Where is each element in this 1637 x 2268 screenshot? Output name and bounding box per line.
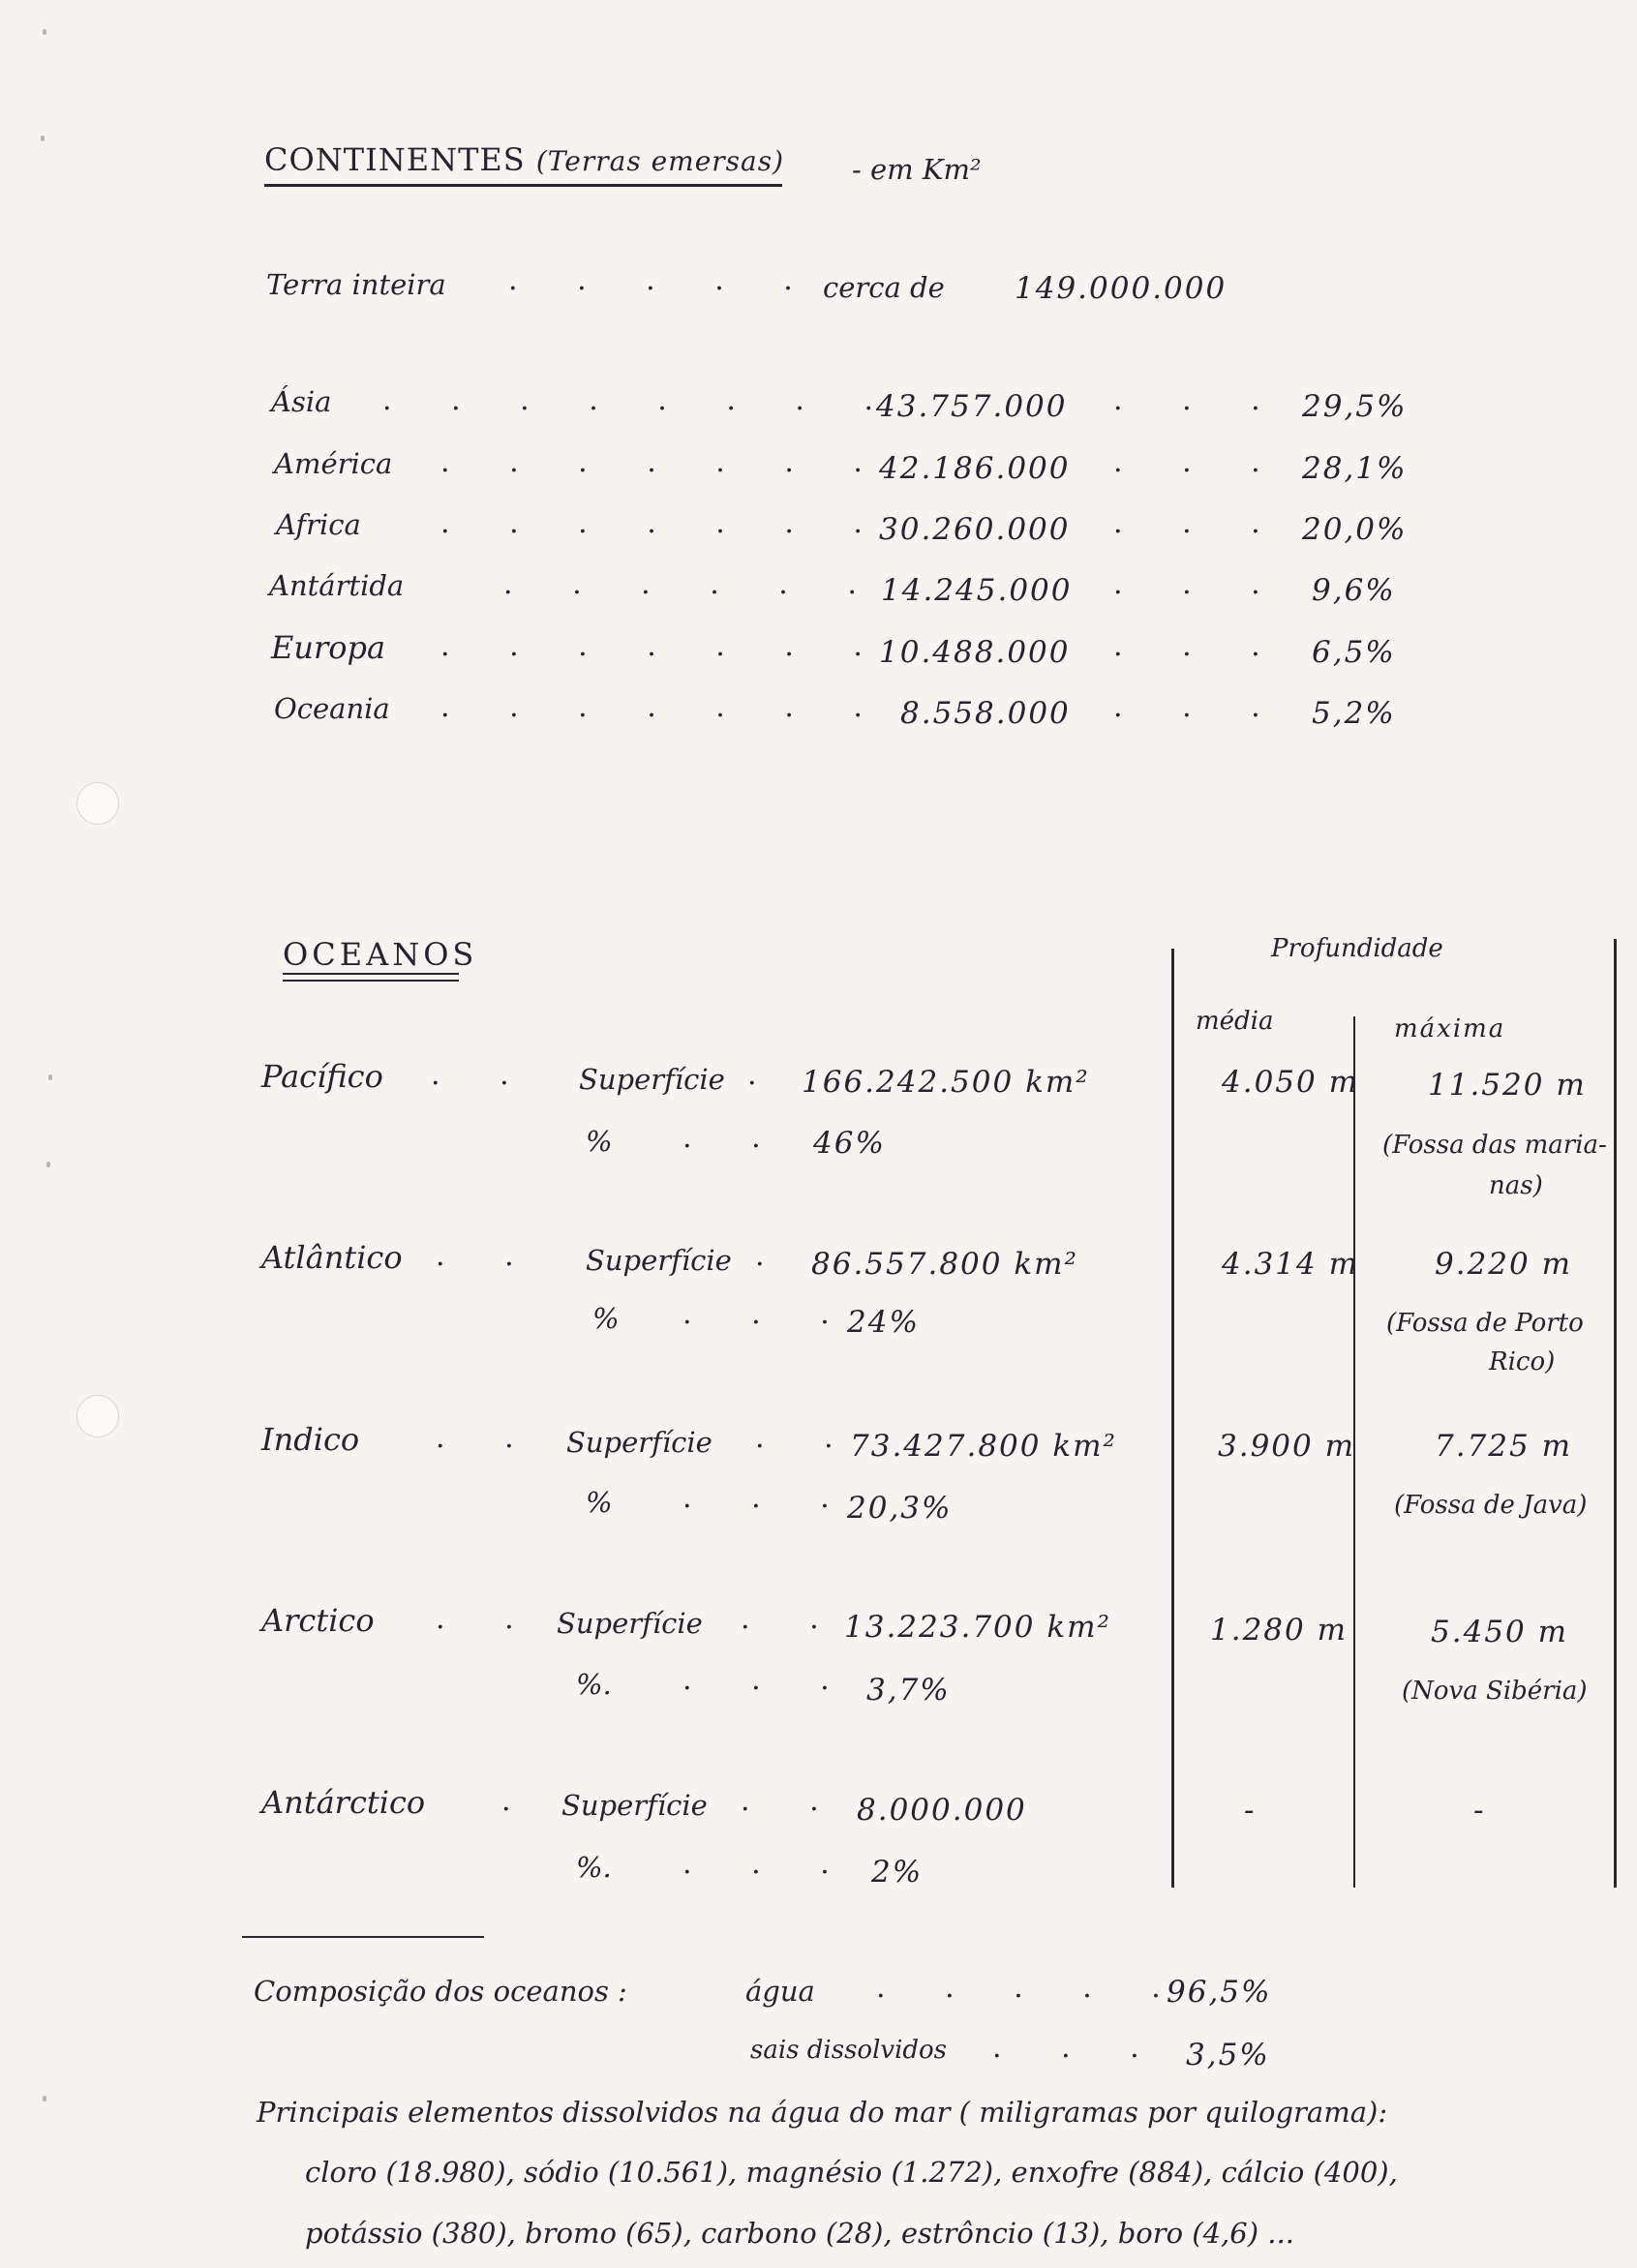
ocean-name: Antárctico (261, 1784, 426, 1821)
elementos-line-3: potássio (380), bromo (65), carbono (28), estrôncio (13), boro (4,6) ... (305, 2217, 1294, 2250)
dot-leader: . . . (1113, 567, 1286, 601)
dot-leader: . . (436, 1239, 539, 1273)
dot-leader: . . (741, 1784, 844, 1818)
media-header: média (1196, 1007, 1274, 1036)
oceanos-title: OCEANOS (283, 936, 478, 973)
page-speck (48, 1074, 52, 1080)
ocean-sup-value: 166.242.500 km² (802, 1065, 1090, 1100)
ocean-pct-value: 46% (813, 1126, 886, 1161)
ocean-pct-label: %. (576, 1851, 612, 1884)
ocean-media-depth: 1.280 m (1210, 1613, 1348, 1648)
ocean-max-depth: 9.220 m (1435, 1247, 1572, 1282)
continent-row (0, 385, 1637, 434)
page-speck (41, 136, 45, 141)
ocean-sup-label: Superfície (579, 1063, 725, 1096)
maxima-header: máxima (1394, 1014, 1506, 1043)
continent-pct: 5,2% (1312, 696, 1396, 731)
page-speck (43, 2096, 46, 2102)
ocean-pct-value: 24% (847, 1305, 920, 1340)
dot-leader: . . . (682, 1663, 855, 1697)
continent-name: Ásia (271, 385, 332, 418)
ocean-max-depth: 5.450 m (1431, 1615, 1568, 1649)
dot-leader: . . . (1113, 445, 1286, 479)
elementos-line-2: cloro (18.980), sódio (10.561), magnésio (1.272), enxofre (884), cálcio (400), (305, 2156, 1398, 2189)
ocean-max-note-cont: nas) (1489, 1171, 1543, 1200)
ocean-pct-label: % (586, 1125, 613, 1158)
ocean-media-depth: 4.314 m (1222, 1247, 1359, 1282)
dot-leader: . . . (1113, 506, 1286, 540)
continent-pct: 28,1% (1302, 451, 1408, 486)
ocean-sup-value: 13.223.700 km² (844, 1610, 1111, 1645)
continent-row (0, 569, 1637, 618)
ocean-pct-label: %. (576, 1668, 612, 1701)
continent-row (0, 692, 1637, 741)
continent-area: 43.757.000 (876, 389, 1068, 424)
continent-pct: 29,5% (1302, 389, 1408, 424)
ocean-max-depth: 11.520 m (1428, 1068, 1587, 1103)
dot-leader: . . . . . . . (440, 629, 888, 663)
composicao-agua-label: água (745, 1975, 815, 2008)
dot-leader: . . . (682, 1297, 855, 1331)
page-speck (43, 29, 46, 35)
depth-column-rule-right (1614, 939, 1617, 1888)
ocean-pct-label: % (586, 1486, 613, 1519)
continent-name: Oceania (274, 692, 390, 725)
ocean-sup-label: Superfície (586, 1244, 732, 1277)
ocean-sup-label: Superfície (557, 1607, 703, 1640)
oceanos-title-underline (283, 973, 459, 975)
dot-leader: . . . . . (876, 1971, 1186, 2005)
dot-leader: . . . (992, 2031, 1165, 2065)
continent-pct: 9,6% (1312, 573, 1396, 608)
dot-leader: . . . (682, 1847, 855, 1881)
continent-row (0, 508, 1637, 557)
ocean-sup-label: Superfície (561, 1789, 708, 1822)
dot-leader: . . . . . . . . (382, 383, 899, 417)
profundidade-header: Profundidade (1271, 934, 1443, 963)
ocean-media-depth: - (1244, 1793, 1257, 1828)
oceanos-title-underline-2 (283, 980, 459, 982)
dot-leader: . . . (1113, 690, 1286, 724)
ocean-media-depth: 3.900 m (1218, 1429, 1355, 1464)
continentes-subtitle: (Terras emersas) (535, 145, 785, 177)
dot-leader: . . (741, 1602, 844, 1636)
dot-leader: . . (431, 1058, 534, 1092)
continent-area: 30.260.000 (879, 512, 1071, 547)
composicao-sais-label: sais dissolvidos (750, 2036, 948, 2065)
page-speck (46, 1162, 50, 1167)
ocean-pct-value: 20,3% (847, 1491, 953, 1526)
dot-leader: . . . . . (508, 263, 818, 297)
dot-leader: . . . . . . (503, 567, 882, 601)
ocean-media-depth: 4.050 m (1222, 1065, 1359, 1100)
ocean-max-depth: 7.725 m (1435, 1429, 1572, 1464)
ocean-sup-value: 86.557.800 km² (811, 1247, 1078, 1282)
continent-pct: 20,0% (1302, 512, 1408, 547)
continent-row (0, 447, 1637, 496)
ocean-pct-label: % (592, 1302, 620, 1335)
dot-leader: . . . . . . . (440, 445, 888, 479)
punch-hole-top (76, 782, 119, 825)
continent-row (0, 631, 1637, 680)
dot-leader: . . (436, 1421, 539, 1455)
ocean-max-note: (Fossa de Porto (1386, 1309, 1584, 1338)
dot-leader: . (755, 1239, 790, 1273)
continent-pct: 6,5% (1312, 635, 1396, 670)
elementos-line-1: Principais elementos dissolvidos na água do mar ( miligramas por quilograma): (257, 2096, 1388, 2129)
ocean-pct-value: 2% (871, 1855, 924, 1890)
ocean-name: Pacífico (261, 1058, 383, 1095)
dot-leader: . . . (1113, 629, 1286, 663)
dot-leader: . . . (682, 1481, 855, 1515)
ocean-name: Atlântico (261, 1239, 403, 1276)
ocean-max-note: (Nova Sibéria) (1402, 1677, 1588, 1706)
composicao-label: Composição dos oceanos : (254, 1975, 627, 2008)
terra-inteira-prefix: cerca de (823, 271, 945, 304)
continentes-title-underline (264, 184, 782, 187)
composicao-agua-value: 96,5% (1167, 1975, 1272, 2010)
dot-leader: . . (436, 1602, 539, 1636)
continent-name: Antártida (269, 569, 405, 602)
continent-area: 10.488.000 (879, 635, 1071, 670)
composicao-sais-value: 3,5% (1186, 2038, 1270, 2072)
punch-hole-bottom (76, 1395, 119, 1437)
ocean-sup-value: 8.000.000 (857, 1793, 1027, 1828)
ocean-sup-value: 73.427.800 km² (850, 1429, 1117, 1464)
dot-leader: . . (682, 1121, 786, 1155)
depth-column-rule-left (1171, 949, 1174, 1888)
dot-leader: . . . (1113, 383, 1286, 417)
continent-name: Africa (276, 508, 361, 541)
dot-leader: . . (755, 1421, 859, 1455)
ocean-max-note: (Fossa de Java) (1394, 1491, 1588, 1520)
ocean-max-note: (Fossa das maria- (1382, 1131, 1607, 1160)
terra-inteira-label: Terra inteira (266, 268, 446, 301)
continentes-unit: - em Km² (852, 153, 982, 186)
continent-area: 8.558.000 (900, 696, 1071, 731)
dot-leader: . (501, 1784, 536, 1818)
dot-leader: . (747, 1058, 782, 1092)
dot-leader: . . . . . . . (440, 690, 888, 724)
continentes-title (264, 141, 784, 178)
continent-name: Europa (271, 629, 386, 666)
ocean-name: Indico (261, 1421, 360, 1458)
ocean-pct-value: 3,7% (866, 1673, 951, 1708)
ocean-name: Arctico (261, 1602, 375, 1639)
section-separator (242, 1936, 484, 1938)
ocean-sup-label: Superfície (566, 1426, 712, 1459)
terra-inteira-value: 149.000.000 (1015, 271, 1228, 306)
continent-area: 14.245.000 (881, 573, 1073, 608)
ocean-max-depth: - (1473, 1793, 1486, 1828)
continentes-title-text: CONTINENTES (264, 141, 526, 178)
dot-leader: . . . . . . . (440, 506, 888, 540)
continent-name: América (274, 447, 393, 480)
continent-area: 42.186.000 (879, 451, 1071, 486)
ocean-max-note-cont: Rico) (1489, 1347, 1556, 1376)
